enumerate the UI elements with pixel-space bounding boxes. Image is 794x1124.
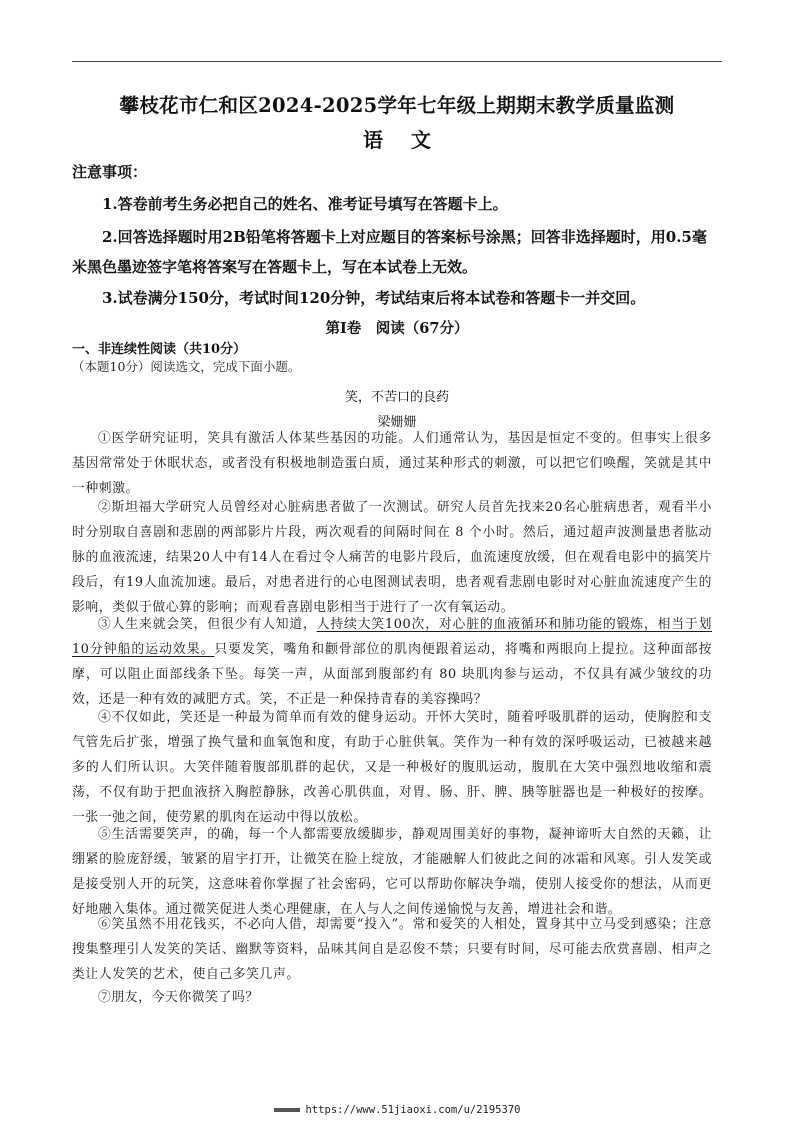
paragraph-3-rest: 只要发笑，嘴角和颧骨部位的肌肉便跟着运动，将嘴和两眼向上提拉。这种面部按摩，可以阻止面部线条下坠。每笑一声，从面部到腹部约有 80 块肌肉参与运动，不仅具有减少皱纹的功效，还是一种有效的减肥方式。笑，不正是一种保持青春的美容操吗？: [72, 642, 712, 707]
top-rule: [72, 61, 722, 62]
exam-title: 攀枝花市仁和区2024-2025学年七年级上期期末教学质量监测: [119, 94, 675, 117]
footer-mark: [274, 1108, 300, 1112]
subject-char: 文: [411, 128, 431, 152]
subject-title: [0, 124, 794, 153]
article-paragraph-1: ①医学研究证明，笑具有激活人体某些基因的功能。人们通常认为，基因是恒定不变的。但事实上很多基因常常处于休眠状态，或者没有积极地制造蛋白质，通过某种形式的刺激，可以把它们唤醒，笑就是其中一种刺激。: [72, 431, 712, 496]
article-paragraph-3: [72, 612, 712, 712]
subject-char: 语: [363, 128, 383, 152]
article-paragraph-6: ⑥笑虽然不用花钱买，不必向人借，却需要“投入”。常和爱笑的人相处，置身其中立马受到感染；注意搜集整理引人发笑的笑话、幽默等资料，品味其间自是忍俊不禁；只要有时间，尽可能去欣赏喜剧、相声之类让人发笑的艺术，使自己多笑几声。: [72, 917, 712, 982]
notice-heading: 注意事项：: [72, 163, 148, 181]
section-note: （本题10分）阅读选文，完成下面小题。: [72, 359, 301, 374]
part-heading: 第Ⅰ卷 阅读（67分）: [325, 320, 469, 337]
article-paragraph-5: ⑤生活需要笑声，的确，每一个人都需要放缓脚步，静观周围美好的事物，凝神谛听大自然的天籁，让绷紧的脸庞舒缓，皱紧的眉宇打开，让微笑在脸上绽放，才能融解人们彼此之间的冰霜和风寒。引人发笑或是接受别人开的玩笑，这意味着你掌握了社会密码，它可以帮助你解决争端，使别人接受你的想法，从而更好地融入集体。通过微笑促进人类心理健康，在人与人之间传递愉悦与友善，增进社会和谐。: [72, 827, 712, 917]
footer: [0, 1104, 794, 1116]
article-paragraph-4: ④不仅如此，笑还是一种最为简单而有效的健身运动。开怀大笑时，随着呼吸肌群的运动，使胸腔和支气管先后扩张，增强了换气量和血氧饱和度，有助于心脏供氧。笑作为一种有效的深呼吸运动，已被越来越多的人们所认识。大笑伴随着腹部肌群的起伏，又是一种极好的腹肌运动，腹肌在大笑中强烈地收缩和震荡，不仅有助于把血液挤入胸腔静脉，改善心肌供血，对胃、肠、肝、脾、胰等脏器也是一种极好的按摩。一张一弛之间，使劳累的肌肉在运动中得以放松。: [72, 710, 712, 825]
section-heading: 一、非连续性阅读（共10分）: [72, 342, 247, 357]
article-author: 梁姗姗: [377, 415, 417, 430]
article-paragraph-2: ②斯坦福大学研究人员曾经对心脏病患者做了一次测试。研究人员首先找来20名心脏病患者，观看半小时分别取自喜剧和悲剧的两部影片片段，两次观看的间隔时间在 8 个小时。然后，通过超声波测量患者肱动脉的血液流速，结果20人中有14人在看过令人痛苦的电影片段后，血流速度放缓，但在观看电影中的搞笑片段后，有19人血流加速。最后，对患者进行的心电图测试表明，患者观看悲剧电影时对心脏血流速度产生的影响，类似于做心算的影响；而观看喜剧电影相当于进行了一次有氧运动。: [72, 500, 712, 615]
article-paragraph-7: ⑦朋友，今天你微笑了吗？: [98, 990, 259, 1005]
paragraph-3-lead: ③人生来就会笑，但很少有人知道，: [98, 617, 317, 632]
notice-item-1: 1.答卷前考生务必把自己的姓名、准考证号填写在答题卡上。: [102, 195, 508, 213]
underlined-sentence: 人持续大笑100次，对心脏的血液循环和肺功能的锻炼，相当于划10分钟船的运动效果。: [72, 617, 712, 657]
notice-item-3: 3.试卷满分150分，考试时间120分钟，考试结束后将本试卷和答题卡一并交回。: [102, 289, 646, 307]
article-title: 笑，不苦口的良药: [344, 390, 449, 405]
notice-item-2: 2.回答选择题时用2B铅笔将答题卡上对应题目的答案标号涂黑；回答非选择题时，用0.5毫米黑色墨迹签字笔将答案写在答题卡上，写在本试卷上无效。: [72, 228, 707, 276]
footer-url[interactable]: https://www.51jiaoxi.com/u/2195370: [305, 1104, 521, 1116]
